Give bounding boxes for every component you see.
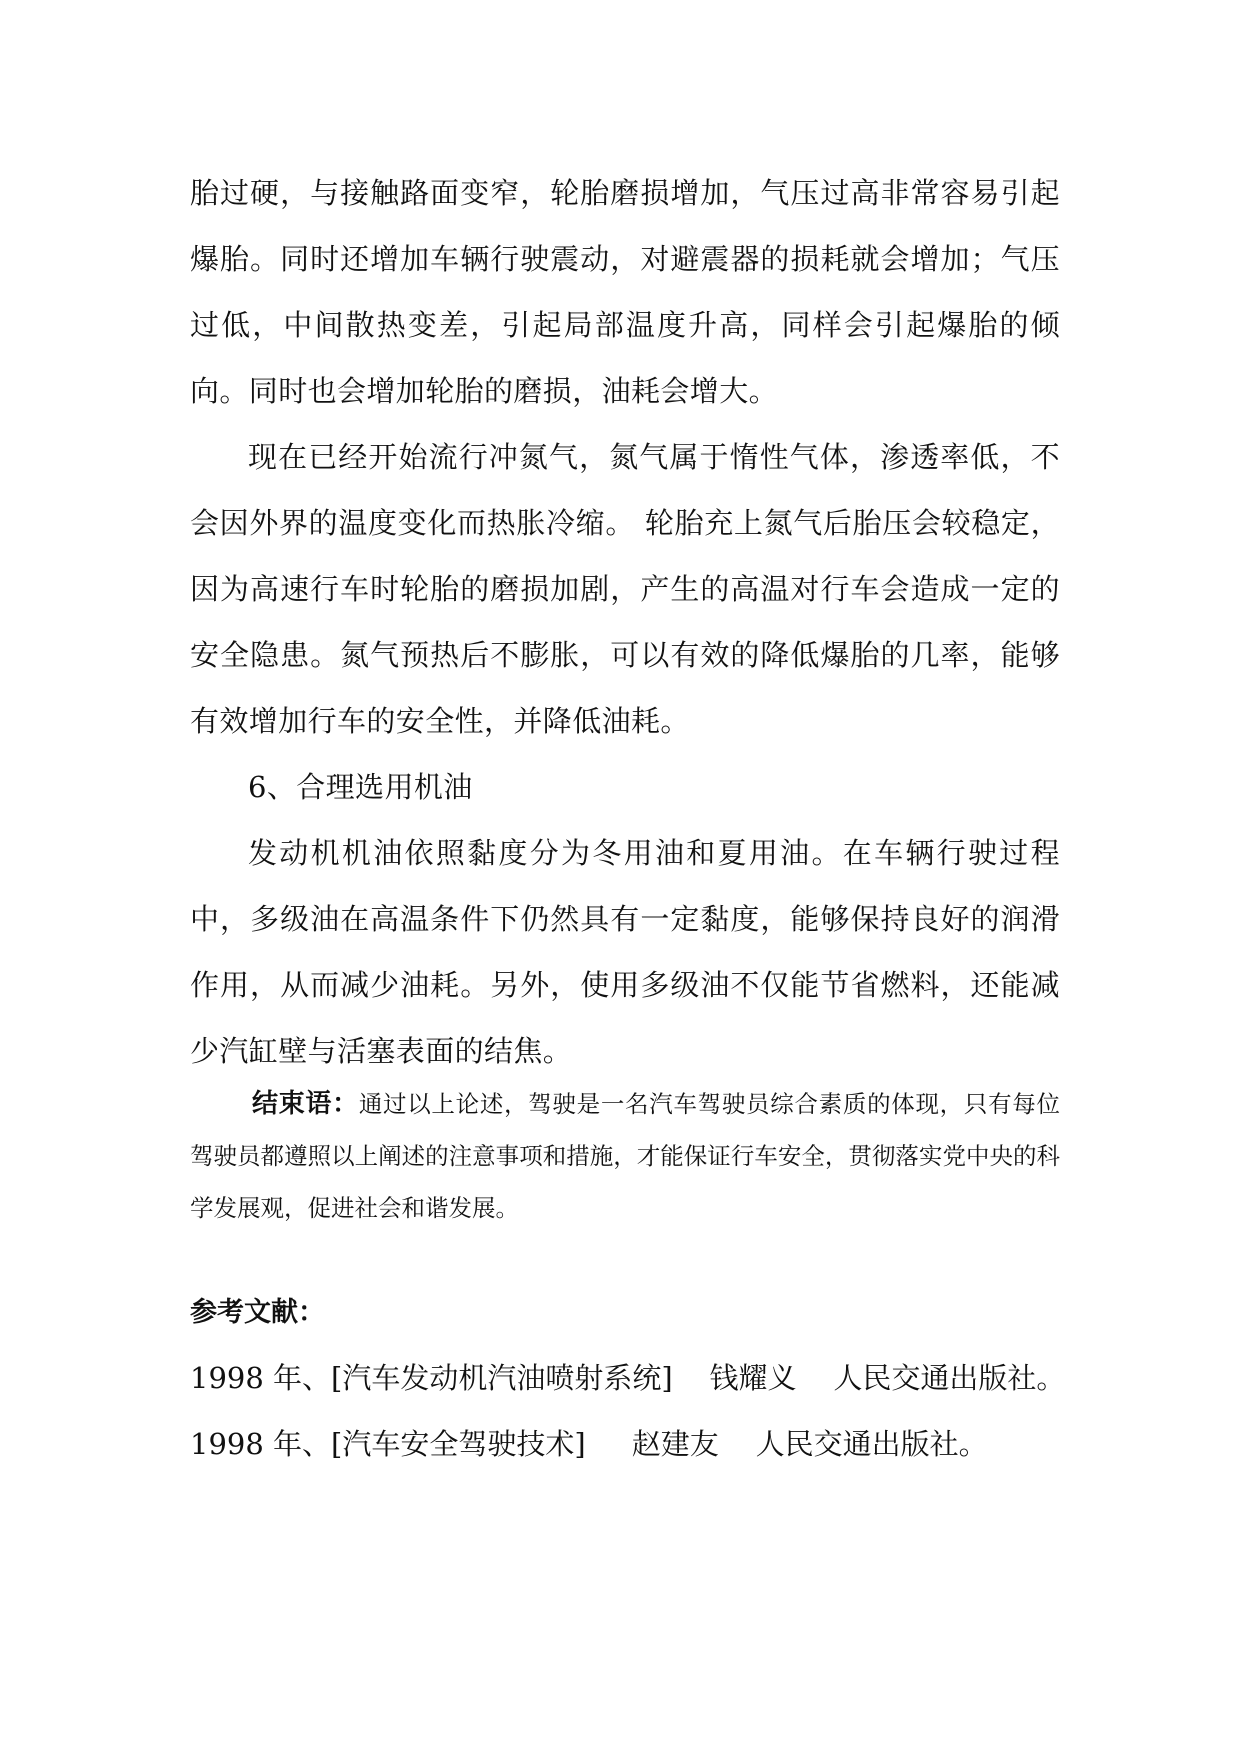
- reference-item: 1998 年、[汽车安全驾驶技术] 赵建友 人民交通出版社。: [190, 1427, 988, 1461]
- paragraph-tire-pressure: 胎过硬，与接触路面变窄，轮胎磨损增加，气压过高非常容易引起爆胎。同时还增加车辆行驶震动，对避震器的损耗就会增加；气压过低，中间散热变差，引起局部温度升高，同样会引起爆胎的倾向。同时也会增加轮胎的磨损，油耗会增大。: [190, 176, 1060, 408]
- body-text: [190, 160, 1060, 1084]
- paragraph-nitrogen: 现在已经开始流行冲氮气，氮气属于惰性气体，渗透率低，不会因外界的温度变化而热胀冷缩。 轮胎充上氮气后胎压会较稳定，因为高速行车时轮胎的磨损加剧，产生的高温对行车会造成一定的安全隐患。氮气预热后不膨胀，可以有效的降低爆胎的几率，能够有效增加行车的安全性，并降低油耗。: [190, 440, 1060, 738]
- references-list: [190, 1345, 1066, 1477]
- conclusion-paragraph: [190, 1078, 1060, 1234]
- reference-item: 1998 年、[汽车发动机汽油喷射系统] 钱耀义 人民交通出版社。: [190, 1361, 1066, 1395]
- conclusion-text: 通过以上论述，驾驶是一名汽车驾驶员综合素质的体现，只有每位驾驶员都遵照以上阐述的注意事项和措施，才能保证行车安全，贯彻落实党中央的科学发展观，促进社会和谐发展。: [190, 1090, 1060, 1222]
- paragraph-engine-oil: 发动机机油依照黏度分为冬用油和夏用油。在车辆行驶过程中，多级油在高温条件下仍然具有一定黏度，能够保持良好的润滑作用，从而减少油耗。另外，使用多级油不仅能节省燃料，还能减少汽缸壁与活塞表面的结焦。: [190, 836, 1060, 1068]
- conclusion-label: 结束语：: [252, 1089, 359, 1119]
- section-heading-engine-oil: 6、合理选用机油: [248, 770, 473, 804]
- references-heading: 参考文献：: [190, 1297, 325, 1328]
